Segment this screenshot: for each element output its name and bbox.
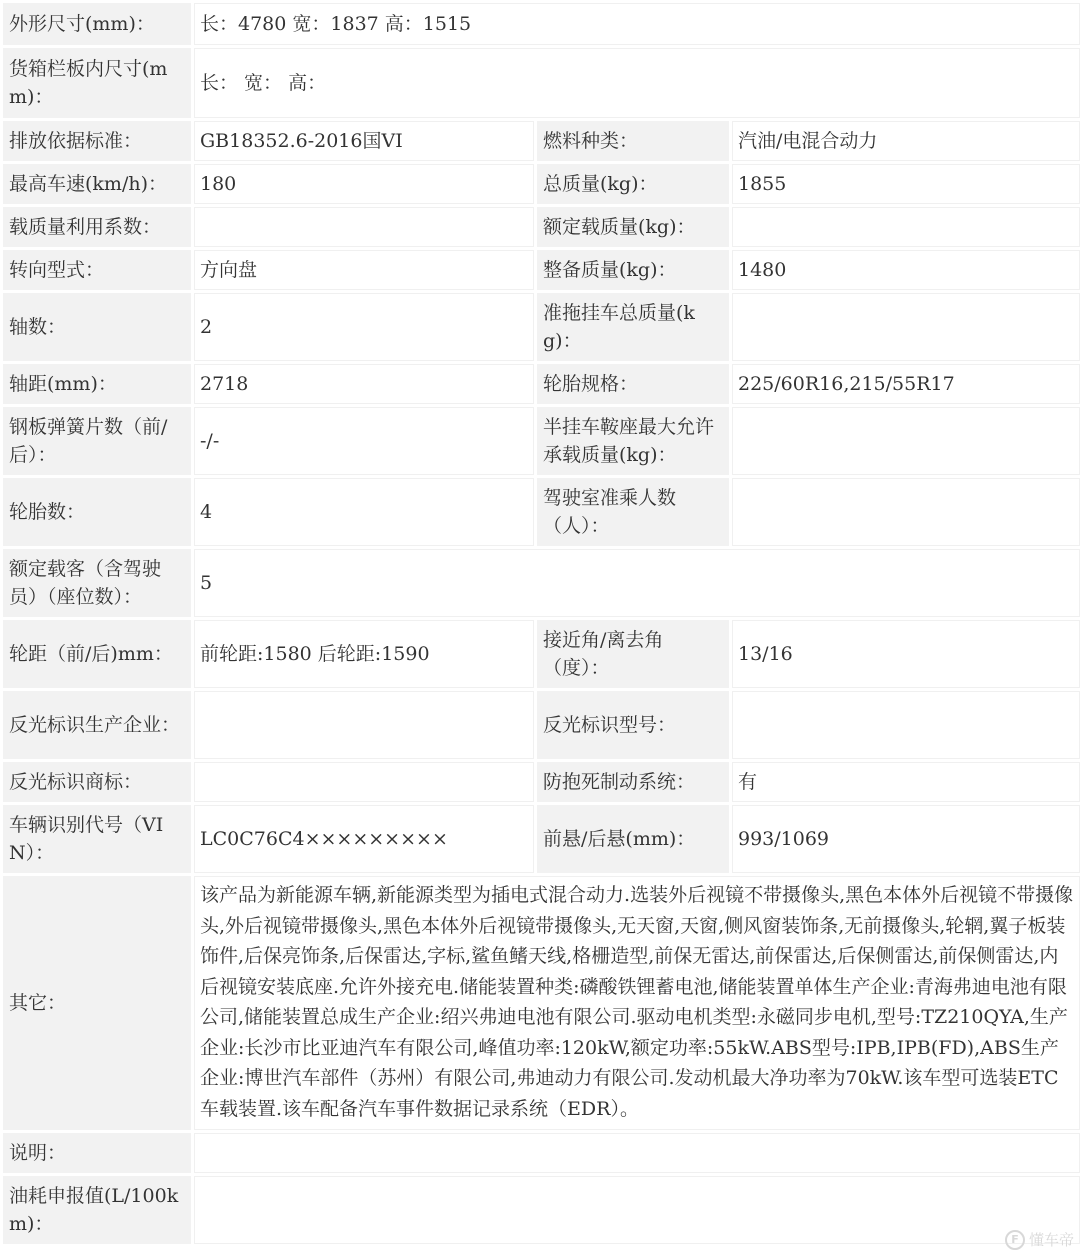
wheelbase-value: 2718 (194, 364, 534, 404)
leaf-springs-value: -/- (194, 407, 534, 475)
row-track (3, 620, 1080, 688)
tire-spec-label: 轮胎规格： (537, 364, 729, 404)
reflector-model-value (732, 691, 1080, 759)
row-vin (3, 805, 1080, 873)
vin-label: 车辆识别代号（VIN）： (3, 805, 191, 873)
total-mass-label: 总质量(kg)： (537, 164, 729, 204)
total-mass-value: 1855 (732, 164, 1080, 204)
emission-label: 排放依据标准： (3, 121, 191, 161)
saddle-load-label: 半挂车鞍座最大允许承载质量(kg)： (537, 407, 729, 475)
dimensions-value: 长：4780 宽：1837 高：1515 (194, 3, 1080, 45)
rated-load-value (732, 207, 1080, 247)
rated-load-label: 额定载质量(kg)： (537, 207, 729, 247)
row-max-speed (3, 164, 1080, 204)
emission-value: GB18352.6-2016国VI (194, 121, 534, 161)
reflector-maker-value (194, 691, 534, 759)
passengers-value: 5 (194, 549, 1080, 617)
overhang-value: 993/1069 (732, 805, 1080, 873)
other-value: 该产品为新能源车辆,新能源类型为插电式混合动力.选装外后视镜不带摄像头,黑色本体外后视镜不带摄像头,外后视镜带摄像头,黑色本体外后视镜带摄像头,无天窗,天窗,侧风窗装饰条,无前摄像头,轮辋,翼子板装饰件,后保亮饰条,后保雷达,字标,鲨鱼鳍天线,格栅造型,前保无雷达,前保雷达,后保侧雷达,前保侧雷达,内后视镜安装底座.允许外接充电.储能装置种类:磷酸铁锂蓄电池,储能装置单体生产企业:青海弗迪电池有限公司,储能装置总成生产企业:绍兴弗迪电池有限公司.驱动电机类型:永磁同步电机,型号:TZ210QYA,生产企业:长沙市比亚迪汽车有限公司,峰值功率:120kW,额定功率:55kW.ABS型号:IPB,IPB(FD),ABS生产企业:博世汽车部件（苏州）有限公司,弗迪动力有限公司.发动机最大净功率为70kW.该车型可选装ETC车载装置.该车配备汽车事件数据记录系统（EDR）。 (194, 876, 1080, 1130)
notes-value (194, 1133, 1080, 1173)
load-factor-value (194, 207, 534, 247)
fuel-consumption-value (194, 1176, 1080, 1244)
axles-value: 2 (194, 293, 534, 361)
row-load-factor (3, 207, 1080, 247)
row-notes (3, 1133, 1080, 1173)
approach-angle-label: 接近角/离去角（度）： (537, 620, 729, 688)
reflector-brand-value (194, 762, 534, 802)
saddle-load-value (732, 407, 1080, 475)
fuel-type-value: 汽油/电混合动力 (732, 121, 1080, 161)
row-axles (3, 293, 1080, 361)
max-speed-label: 最高车速(km/h)： (3, 164, 191, 204)
notes-label: 说明： (3, 1133, 191, 1173)
track-value: 前轮距:1580 后轮距:1590 (194, 620, 534, 688)
cargo-box-value: 长： 宽： 高： (194, 48, 1080, 118)
other-label: 其它： (3, 876, 191, 1130)
row-tires (3, 478, 1080, 546)
watermark-text: 懂车帝 (1028, 1231, 1074, 1249)
watermark-logo-icon: F (1005, 1230, 1025, 1250)
vin-value: LC0C76C4××××××××× (194, 805, 534, 873)
row-passengers (3, 549, 1080, 617)
row-steering (3, 250, 1080, 290)
abs-label: 防抱死制动系统： (537, 762, 729, 802)
cab-seats-value (732, 478, 1080, 546)
row-emission (3, 121, 1080, 161)
tire-spec-value: 225/60R16,215/55R17 (732, 364, 1080, 404)
row-other (3, 876, 1080, 1130)
curb-mass-value: 1480 (732, 250, 1080, 290)
steering-label: 转向型式： (3, 250, 191, 290)
abs-value: 有 (732, 762, 1080, 802)
tires-value: 4 (194, 478, 534, 546)
max-speed-value: 180 (194, 164, 534, 204)
steering-value: 方向盘 (194, 250, 534, 290)
cab-seats-label: 驾驶室准乘人数（人）： (537, 478, 729, 546)
leaf-springs-label: 钢板弹簧片数（前/后）： (3, 407, 191, 475)
row-reflector-brand (3, 762, 1080, 802)
row-fuel-consumption (3, 1176, 1080, 1244)
curb-mass-label: 整备质量(kg)： (537, 250, 729, 290)
axles-label: 轴数： (3, 293, 191, 361)
overhang-label: 前悬/后悬(mm)： (537, 805, 729, 873)
tires-label: 轮胎数： (3, 478, 191, 546)
towing-mass-value (732, 293, 1080, 361)
towing-mass-label: 准拖挂车总质量(kg)： (537, 293, 729, 361)
load-factor-label: 载质量利用系数： (3, 207, 191, 247)
fuel-consumption-label: 油耗申报值(L/100km)： (3, 1176, 191, 1244)
watermark (1005, 1229, 1074, 1250)
passengers-label: 额定载客（含驾驶员）（座位数）： (3, 549, 191, 617)
cargo-box-label: 货箱栏板内尺寸(mm)： (3, 48, 191, 118)
row-wheelbase (3, 364, 1080, 404)
track-label: 轮距（前/后)mm： (3, 620, 191, 688)
reflector-maker-label: 反光标识生产企业： (3, 691, 191, 759)
row-reflector-maker (3, 691, 1080, 759)
row-dimensions (3, 3, 1080, 45)
approach-angle-value: 13/16 (732, 620, 1080, 688)
row-cargo-box (3, 48, 1080, 118)
fuel-type-label: 燃料种类： (537, 121, 729, 161)
wheelbase-label: 轴距(mm)： (3, 364, 191, 404)
dimensions-label: 外形尺寸(mm)： (3, 3, 191, 45)
row-leaf-springs (3, 407, 1080, 475)
reflector-model-label: 反光标识型号： (537, 691, 729, 759)
reflector-brand-label: 反光标识商标： (3, 762, 191, 802)
